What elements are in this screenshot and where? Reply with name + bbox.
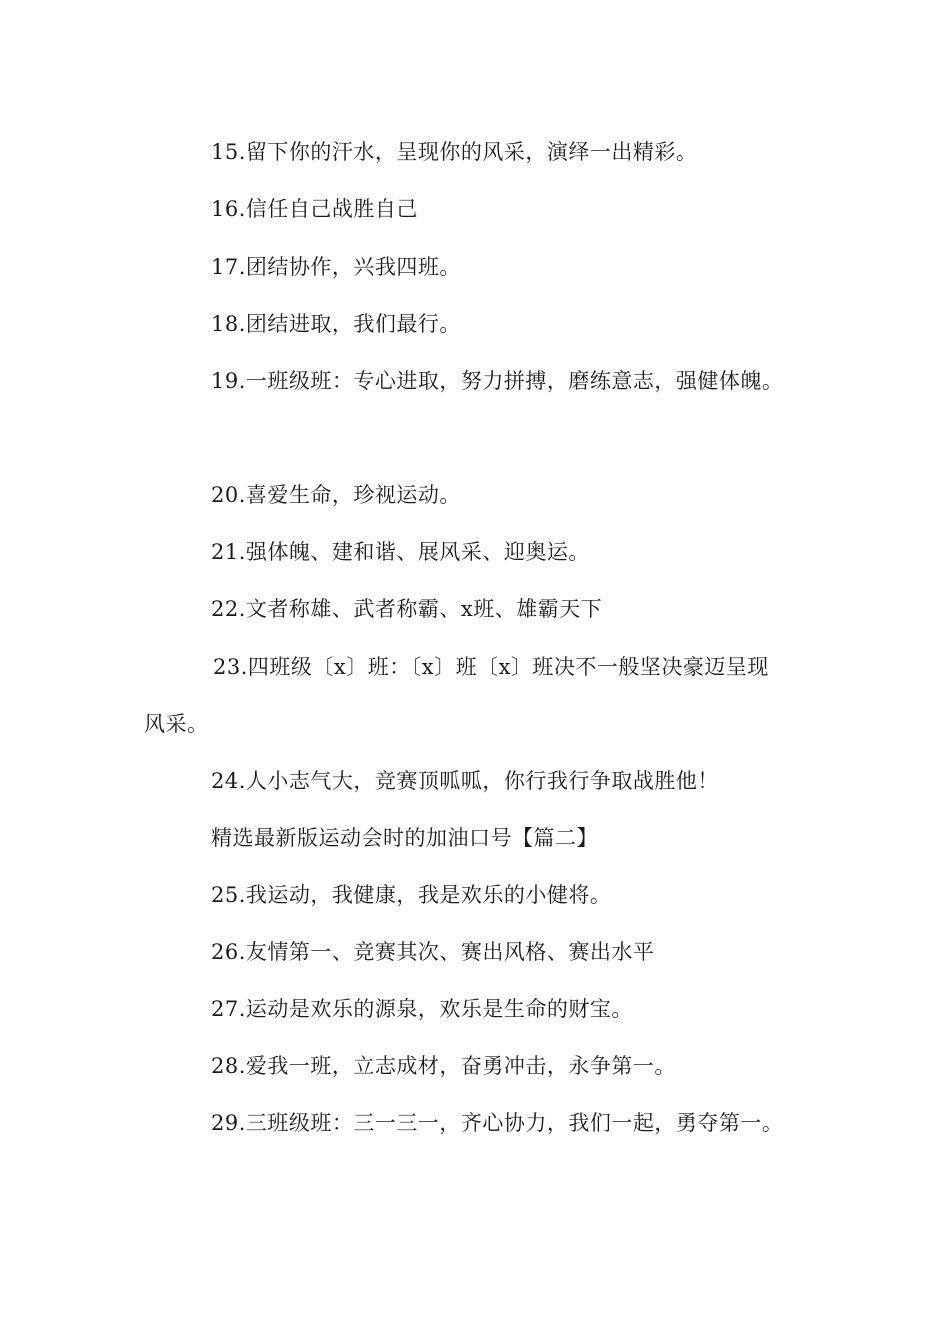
- text-line-18: 18.团结进取，我们最行。: [211, 312, 461, 336]
- text-line-23-continued: 风采。: [144, 712, 209, 736]
- section-heading: 精选最新版运动会时的加油口号【篇二】: [211, 826, 598, 850]
- text-line-20: 20.喜爱生命，珍视运动。: [211, 483, 461, 507]
- text-line-29: 29.三班级班：三一三一，齐心协力，我们一起，勇夺第一。: [211, 1111, 784, 1135]
- text-line-23: 23.四班级〔x〕班：〔x〕班〔x〕班决不一般坚决豪迈呈现: [213, 655, 769, 679]
- text-line-27: 27.运动是欢乐的源泉，欢乐是生命的财宝。: [211, 997, 633, 1021]
- text-line-21: 21.强体魄、建和谐、展风采、迎奥运。: [211, 540, 590, 564]
- text-line-22: 22.文者称雄、武者称霸、x班、雄霸天下: [211, 597, 603, 621]
- text-line-19: 19.一班级班：专心进取，努力拼搏，磨练意志，强健体魄。: [211, 369, 784, 393]
- text-line-17: 17.团结协作，兴我四班。: [211, 255, 461, 279]
- text-line-25: 25.我运动，我健康，我是欢乐的小健将。: [211, 883, 612, 907]
- text-line-16: 16.信任自己战胜自己: [211, 197, 418, 221]
- text-line-28: 28.爱我一班，立志成材，奋勇冲击，永争第一。: [211, 1054, 676, 1078]
- text-line-26: 26.友情第一、竞赛其次、赛出风格、赛出水平: [211, 940, 655, 964]
- text-line-15: 15.留下你的汗水，呈现你的风采，演绎一出精彩。: [211, 140, 698, 164]
- text-line-24: 24.人小志气大，竞赛顶呱呱，你行我行争取战胜他！: [211, 769, 719, 793]
